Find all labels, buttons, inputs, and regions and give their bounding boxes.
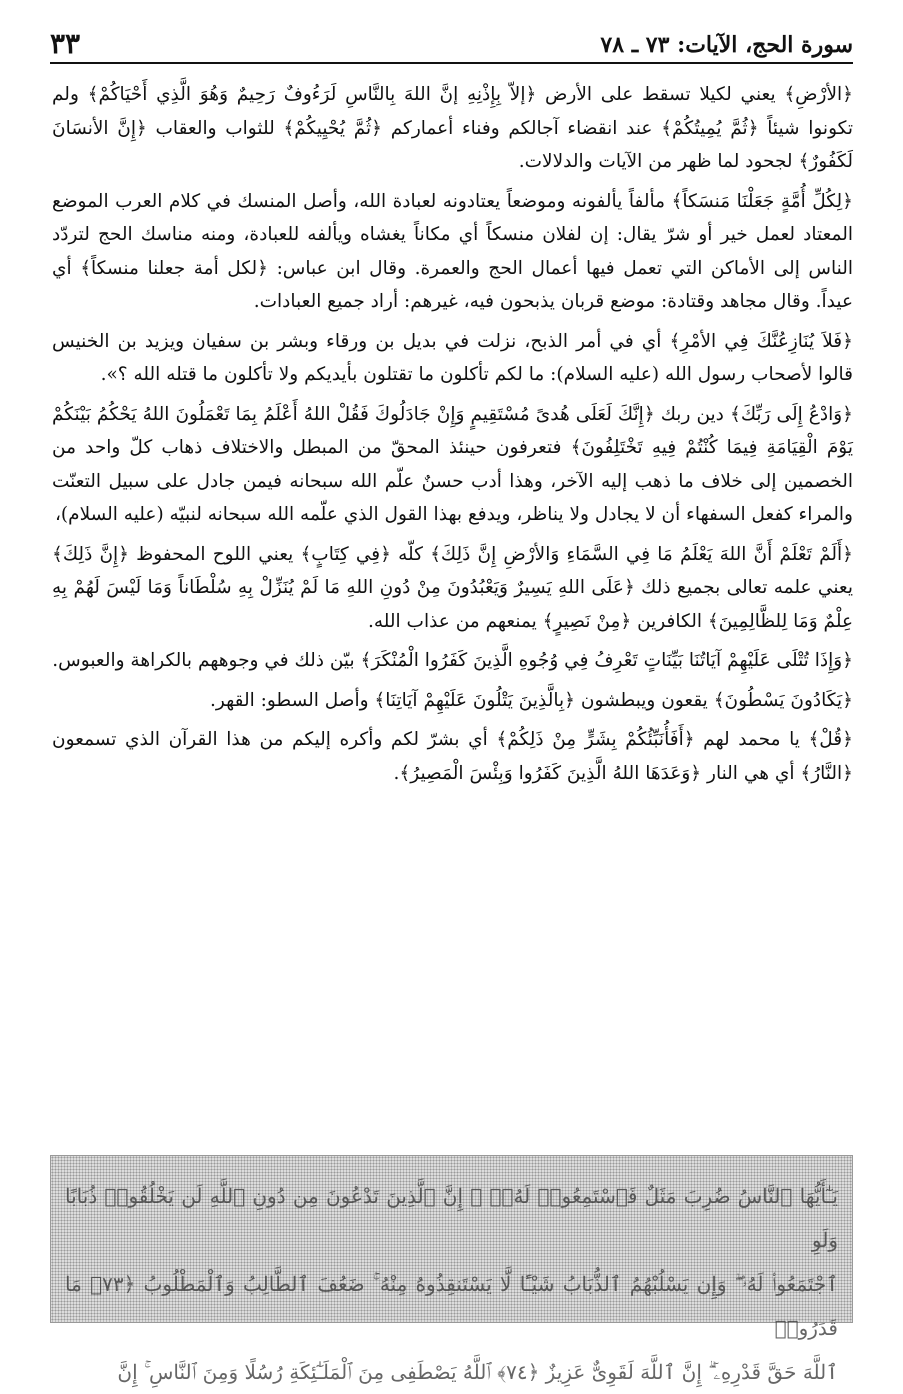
page-number: ٣٣ [50, 27, 81, 60]
paragraph: ﴿قُلْ﴾ يا محمد لهم ﴿أَفَأُنَبِّئُكُمْ بِشَرٍّ مِنْ ذَلِكُمْ﴾ أي بشرّ لكم وأكره إليكم من هذا القرآن الذي تسمعون ﴿النَّارُ﴾ أي هي النار ﴿وَعَدَهَا اللهُ الَّذِينَ كَفَرُوا وَبِئْسَ الْمَصِيرُ﴾. [52, 729, 853, 784]
quran-line: يَـٰٓأَيُّهَا ٱلنَّاسُ ضُرِبَ مَثَلٌ فَٱسْتَمِعُوا۟ لَهُۥٓ ۚ إِنَّ ٱلَّذِينَ تَدْعُونَ مِن دُونِ ٱللَّهِ لَن يَخْلُقُوا۟ ذُبَابًا وَلَوِ [65, 1184, 838, 1252]
paragraph: ﴿لِكُلِّ أُمَّةٍ جَعَلْنَا مَنسَكاً﴾ مألفاً يألفونه وموضعاً يعتادونه لعبادة الله، وأصل المنسك في كلام العرب الموضع المعتاد لعمل خير أو شرّ يقال: إن لفلان منسكاً أي مكاناً يغشاه ويألفه للعبادة، ومنه مناسك الحج لتردّد الناس إلى الأماكن التي تعمل فيها أعمال الحج والعمرة. وقال ابن عباس: ﴿لكل أمة جعلنا منسكاً﴾ أي عيداً. وقال مجاهد وقتادة: موضع قربان يذبحون فيه، غيرهم: أراد جميع العبادات. [52, 190, 853, 312]
paragraph: ﴿فَلاَ يُنَازِعُنَّكَ فِي الأمْرِ﴾ أي في أمر الذبح، نزلت في بديل بن ورقاء وبشر بن سفيان ويزيد بن الخنيس قالوا لأصحاب رسول الله (عليه السلام): ما لكم تأكلون ما تقتلون بأيديكم ولا تأكلون ما قتله الله ؟». [52, 330, 853, 385]
quran-line: ٱللَّهَ حَقَّ قَدْرِهِۦٓ ۗ إِنَّ ٱللَّهَ لَقَوِىٌّ عَزِيزٌ ﴿٧٤﴾ ٱللَّهُ يَصْطَفِى مِنَ ٱلْمَلَـٰٓئِكَةِ رُسُلًا وَمِنَ ٱلنَّاسِ ۚ إِنَّ [117, 1360, 838, 1384]
page-header [50, 22, 853, 64]
paragraph: ﴿أَلَمْ تَعْلَمْ أَنَّ اللهَ يَعْلَمُ مَا فِي السَّمَاءِ وَالأرْضِ إِنَّ ذَلِكَ﴾ كلّه ﴿فِي كِتَابٍ﴾ يعني اللوح المحفوظ ﴿إِنَّ ذَلِكَ﴾ يعني علمه تعالى بجميع ذلك ﴿عَلَى اللهِ يَسِيرٌ وَيَعْبُدُونَ مِنْ دُونِ اللهِ مَا لَمْ يُنَزِّلْ بِهِ سُلْطَاناً وَمَا لَيْسَ لَهُمْ بِهِ عِلْمٌ وَمَا لِلظَّالِمِينَ﴾ الكافرين ﴿مِنْ نَصِيرٍ﴾ يمنعهم من عذاب الله. [52, 543, 853, 632]
quran-verse-box [50, 1155, 853, 1384]
quran-line: ٱجْتَمَعُوا۟ لَهُۥ ۖ وَإِن يَسْلُبْهُمُ ٱلذُّبَابُ شَيْـًٔا لَّا يَسْتَنقِذُوهُ مِنْهُ ۚ ضَعُفَ ٱلطَّالِبُ وَٱلْمَطْلُوبُ ﴿٧٣﴾ مَا قَدَرُوا۟ [65, 1272, 839, 1340]
commentary-text [52, 78, 853, 796]
paragraph: ﴿وَإِذَا تُتْلَى عَلَيْهِمْ آيَاتُنَا بَيِّنَاتٍ تَعْرِفُ فِي وُجُوهِ الَّذِينَ كَفَرُوا الْمُنْكَرَ﴾ بيّن ذلك في وجوههم بالكراهة والعبوس. [52, 650, 853, 671]
paragraph: ﴿الأرْضِ﴾ يعني لكيلا تسقط على الأرض ﴿إلاّ بِإِذْنِهِ إنَّ اللهَ بِالنَّاسِ لَرَءُوفٌ رَحِيمٌ وَهُوَ الَّذِي أَحْيَاكُمْ﴾ ولم تكونوا شيئاً ﴿ثُمَّ يُمِيتُكُمْ﴾ عند انقضاء آجالكم وفناء أعماركم ﴿ثُمَّ يُحْيِيكُمْ﴾ للثواب والعقاب ﴿إِنَّ الأنسَانَ لَكَفُورٌ﴾ لجحود لما ظهر من الآيات والدلالات. [52, 84, 853, 172]
surah-title: سورة الحج، الآيات: ٧٣ ـ ٧٨ [600, 32, 853, 58]
paragraph: ﴿يَكَادُونَ يَسْطُونَ﴾ يقعون ويبطشون ﴿بِالَّذِينَ يَتْلُونَ عَلَيْهِمْ آيَاتِنَا﴾ وأصل السطو: القهر. [210, 689, 853, 711]
paragraph: ﴿وَادْعُ إِلَى رَبِّكَ﴾ دين ربك ﴿إِنَّكَ لَعَلَى هُدىً مُسْتَقِيمٍ وَإِنْ جَادَلُوكَ فَقُلْ اللهُ أَعْلَمُ بِمَا تَعْمَلُونَ اللهُ يَحْكُمُ بَيْنَكُمْ يَوْمَ الْقِيَامَةِ فِيمَا كُنْتُمْ فِيهِ تَخْتَلِفُونَ﴾ فتعرفون حينئذ المحقّ من المبطل والاختلاف ذهاب كلّ واحد من الخصمين إلى خلاف ما ذهب إليه الآخر، وهذا أدب حسنٌ علّم الله سبحانه فيمن جادل على سبيل التعنّت والمراء كفعل السفهاء أن لا يجادل ولا يناظر، ويدفع بهذا القول الذي علّمه الله سبحانه لنبيّه (عليه السلام)، [52, 403, 853, 525]
